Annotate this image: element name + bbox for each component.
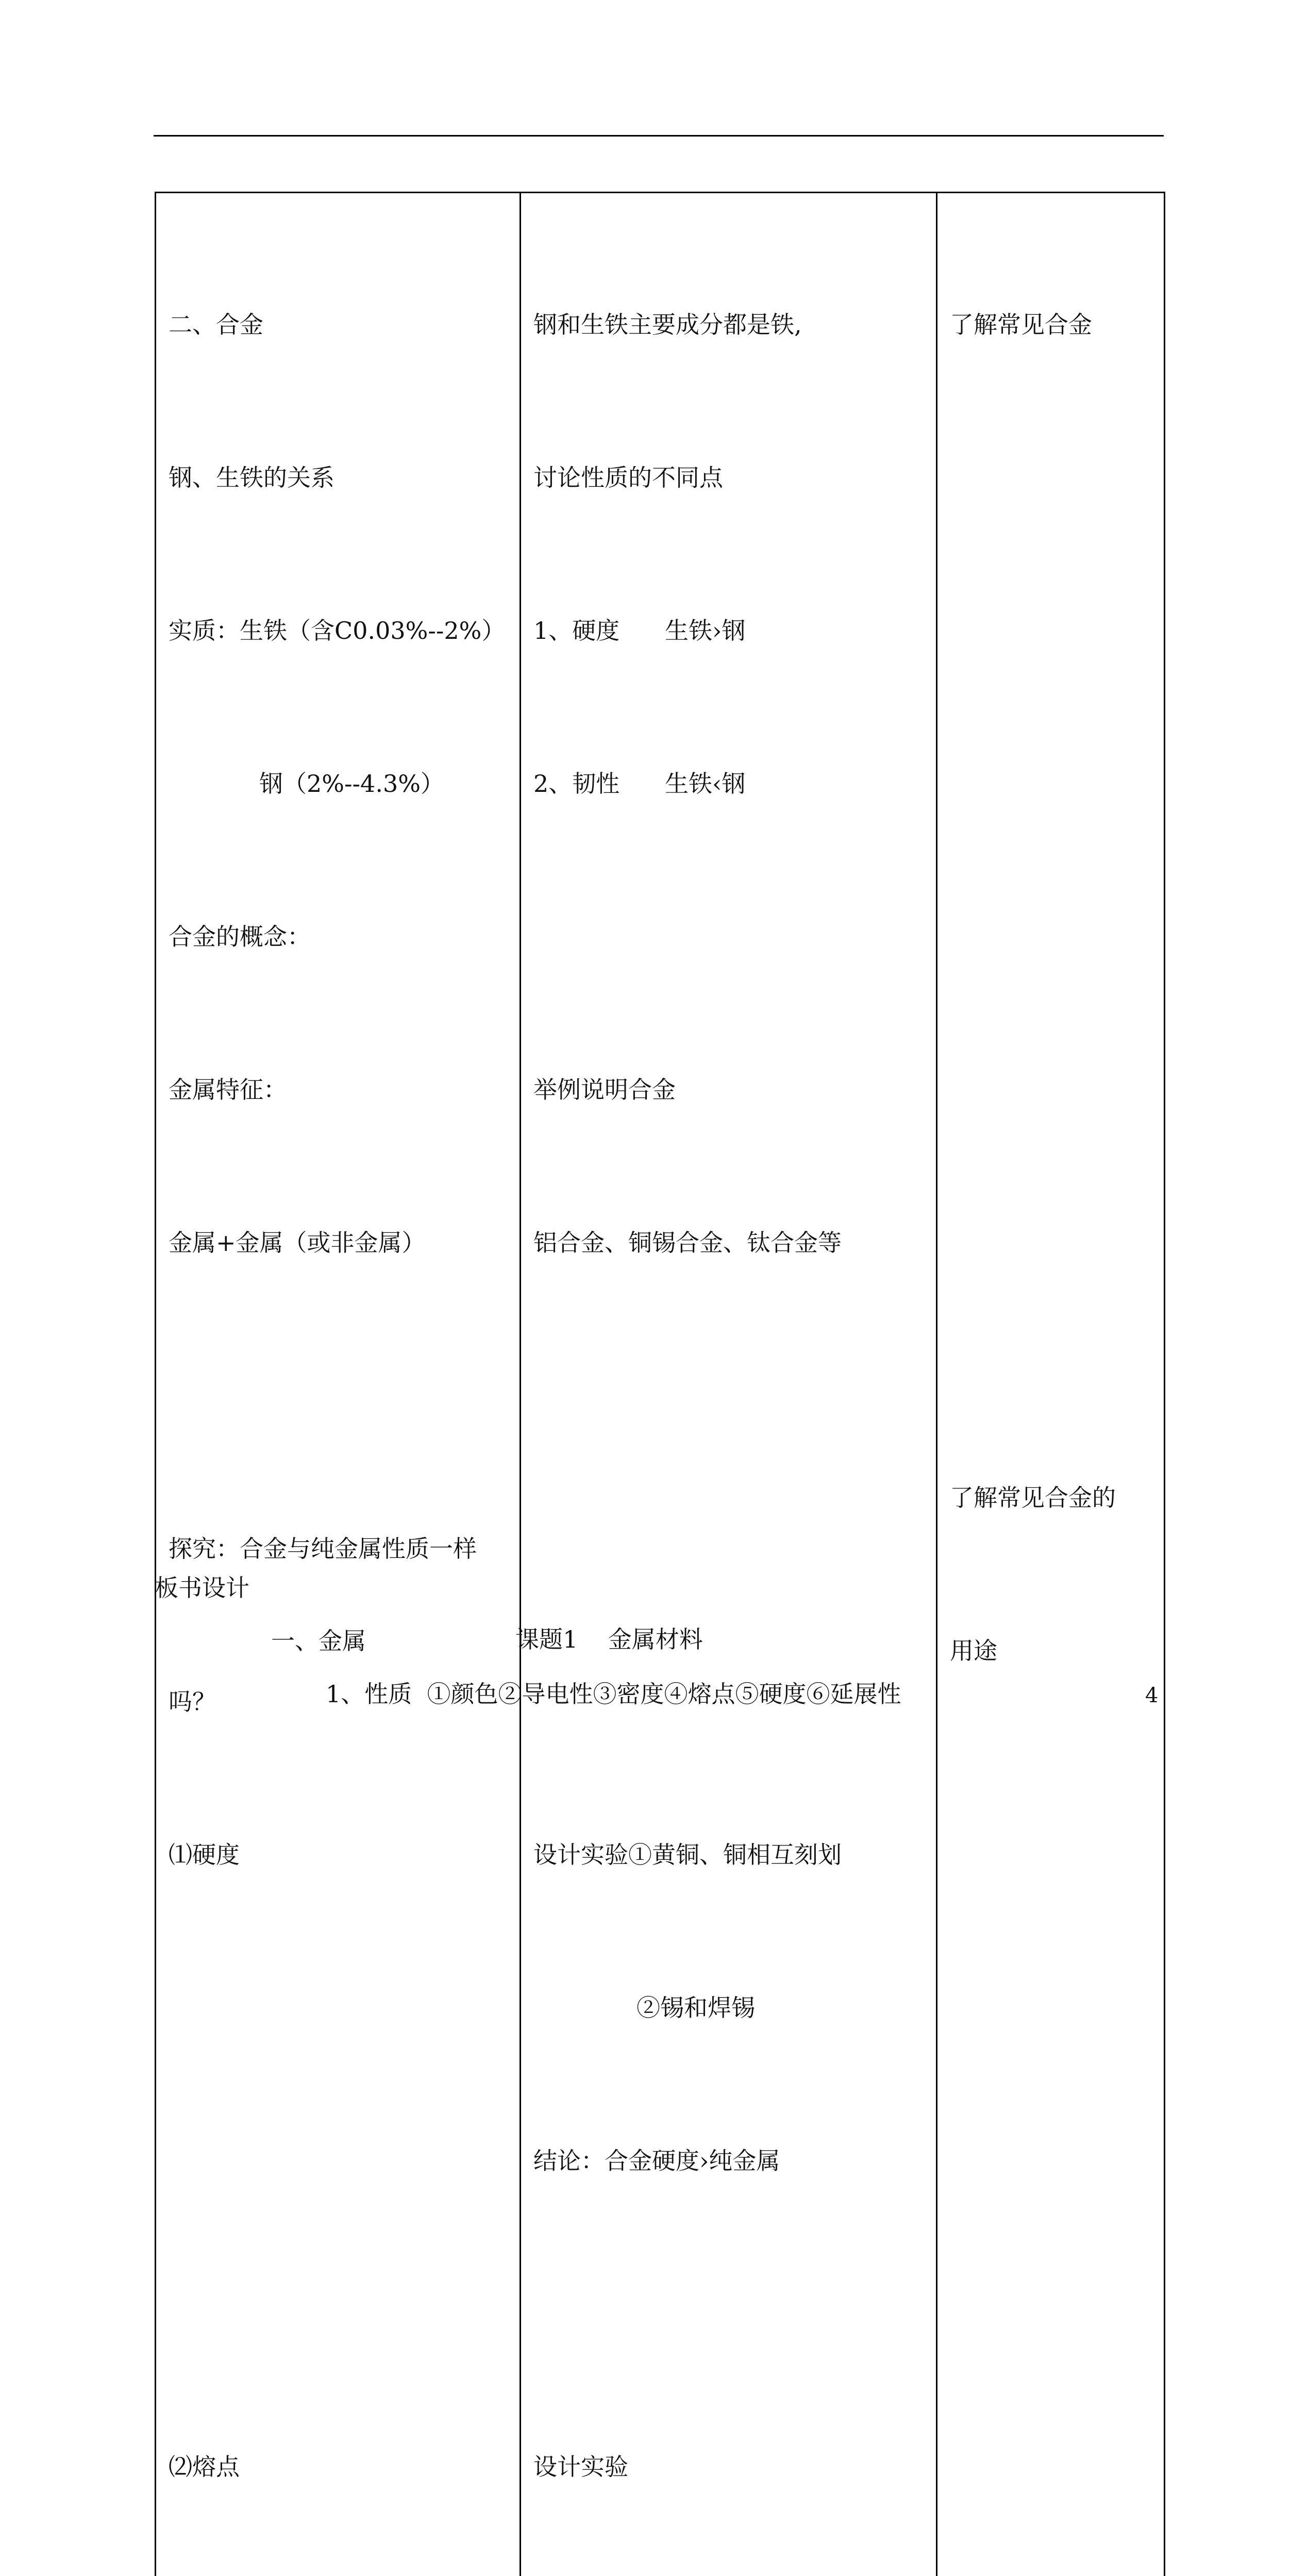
header-rule: [154, 135, 1164, 137]
text-line: [169, 2289, 507, 2340]
text-line: [169, 1370, 507, 1421]
text-line: 实质：生铁（含C0.03%--2%）: [169, 605, 507, 656]
cell-activity: [521, 193, 937, 2576]
text-line: 钢、生铁的关系: [169, 452, 507, 503]
text-line: ⑴硬度: [169, 1829, 507, 1880]
text-line: 二、合金: [169, 299, 507, 350]
text-line: 讨论性质的不同点: [533, 452, 924, 503]
text-line: 了解常见合金: [950, 299, 1151, 350]
text-line: [169, 2136, 507, 2187]
text-line: 用途: [950, 1625, 1151, 1676]
board-title: 课题1 金属材料: [515, 1614, 703, 1665]
table-row-alloy: [156, 193, 1165, 2576]
text-line: 探究：合金与纯金属性质一样: [169, 1523, 507, 1574]
text-line: 了解常见合金的: [950, 1472, 1151, 1523]
text-line: 设计实验: [533, 2442, 924, 2493]
board-design: [155, 1511, 1165, 1670]
text-line: [533, 911, 924, 962]
text-line: 金属特征：: [169, 1064, 507, 1115]
board-item: 1、性质 ①颜色②导电性③密度④熔点⑤硬度⑥延展性: [326, 1668, 901, 1720]
text-line: 钢和生铁主要成分都是铁,: [533, 299, 924, 350]
text-line: 铝合金、铜锡合金、钛合金等: [533, 1217, 924, 1268]
page-number: 4: [1145, 1684, 1158, 1707]
spacer: [950, 452, 1151, 1370]
board-heading-row: [155, 1511, 1165, 1564]
board-item-row: [155, 1617, 1165, 1670]
text-line: 吗？: [169, 1676, 507, 1727]
cell-content: [156, 193, 521, 2576]
text-line: 结论：合金硬度›纯金属: [533, 2136, 924, 2187]
lesson-plan-table: [155, 192, 1165, 2576]
text-line: [533, 1370, 924, 1421]
text-line: 举例说明合金: [533, 1064, 924, 1115]
board-section: 一、金属: [271, 1615, 366, 1667]
text-line: [533, 2289, 924, 2340]
text-line: 1、硬度 生铁›钢: [533, 605, 924, 656]
text-line: 设计实验①黄铜、铜相互刻划: [533, 1829, 924, 1880]
cell-goal: [937, 193, 1165, 2576]
text-line: ②锡和焊锡: [533, 1982, 924, 2033]
text-line: 合金的概念：: [169, 911, 507, 962]
text-line: ⑵熔点: [169, 2442, 507, 2493]
board-label: 板书设计: [155, 1562, 249, 1614]
text-line: 金属+金属（或非金属）: [169, 1217, 507, 1268]
text-line: 钢（2%--4.3%）: [169, 758, 507, 809]
text-line: 2、韧性 生铁‹钢: [533, 758, 924, 809]
board-section-row: [155, 1564, 1165, 1617]
text-line: [169, 1982, 507, 2033]
